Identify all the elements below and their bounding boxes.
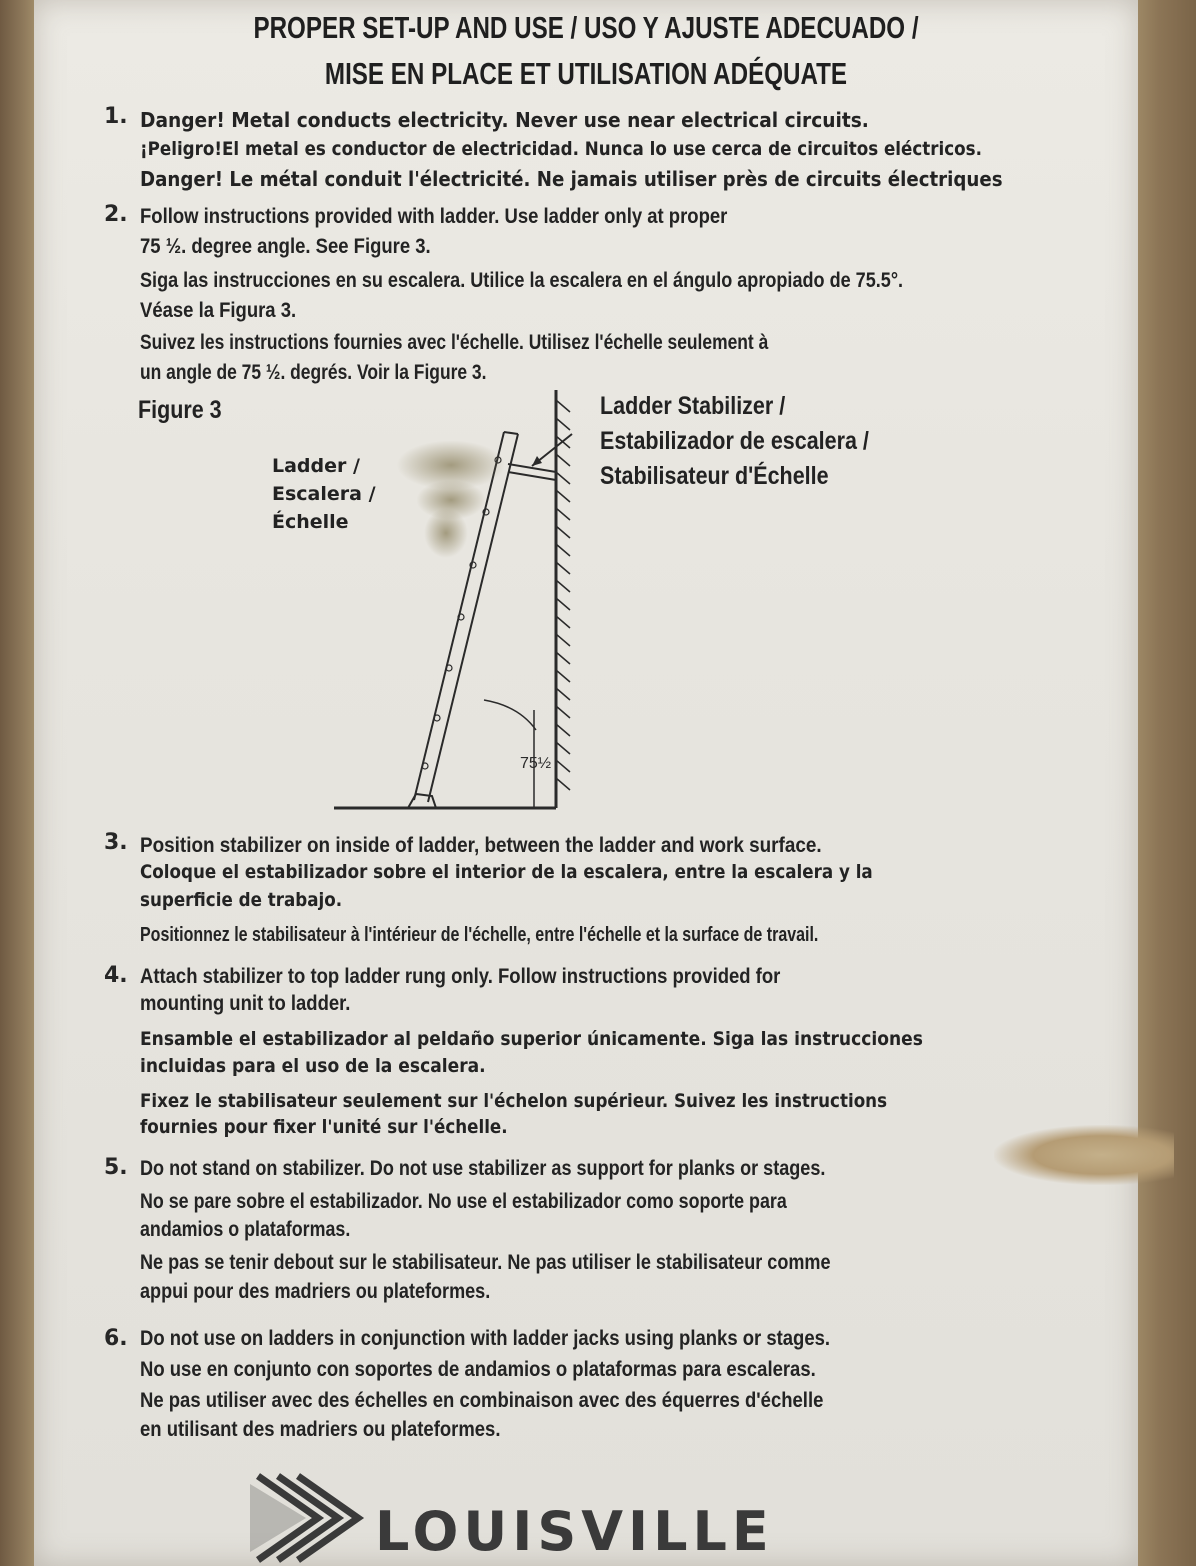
item-line: Do not use on ladders in conjunction with ladder jacks using planks or stages. — [140, 1327, 831, 1350]
item-line: Ensamble el estabilizador al peldaño superior únicamente. Siga las instrucciones — [140, 1028, 923, 1050]
title-line-2: MISE EN PLACE ET UTILISATION ADÉQUATE — [324, 56, 848, 91]
item-line: Attach stabilizer to top ladder rung only. Follow instructions provided for — [140, 965, 781, 988]
item-line: Coloque el estabilizador sobre el interior de la escalera, entre la escalera y la — [140, 861, 873, 883]
brand-name: LOUISVILLE — [375, 1500, 774, 1563]
cardboard-tear — [994, 1125, 1174, 1185]
item-line: 75 ½. degree angle. See Figure 3. — [140, 235, 431, 258]
figure-caption: Figure 3 — [138, 396, 222, 424]
item-line: Ne pas se tenir debout sur le stabilisateur. Ne pas utiliser le stabilisateur comme — [140, 1251, 831, 1274]
item-line: Do not stand on stabilizer. Do not use stabilizer as support for planks or stages. — [140, 1157, 826, 1180]
item-number: 6. — [104, 1326, 128, 1351]
item-line: Positionnez le stabilisateur à l'intérieur de l'échelle, entre l'échelle et la surface de travail. — [140, 924, 819, 946]
item-line: Danger! Le métal conduit l'électricité. Ne jamais utiliser près de circuits électriques — [140, 167, 1003, 191]
item-line: Danger! Metal conducts electricity. Never use near electrical circuits. — [140, 108, 869, 132]
angle-label: 75½ — [520, 755, 552, 772]
angle-arc — [484, 700, 536, 730]
ladder-foot — [408, 794, 436, 808]
item-number: 2. — [104, 202, 128, 227]
stabilizer-label-fr: Stabilisateur d'Échelle — [600, 462, 829, 490]
louisville-chevron-logo — [220, 1470, 380, 1566]
item-line: No use en conjunto con soportes de andamios o plataformas para escaleras. — [140, 1358, 816, 1381]
item-line: Véase la Figura 3. — [140, 299, 297, 322]
item-line: Suivez les instructions fournies avec l'échelle. Utilisez l'échelle seulement à — [140, 331, 769, 354]
item-line: mounting unit to ladder. — [140, 992, 351, 1015]
item-line: en utilisant des madriers ou plateformes. — [140, 1418, 501, 1441]
item-number: 4. — [104, 963, 128, 988]
item-line: appui pour des madriers ou plateformes. — [140, 1280, 491, 1303]
item-number: 1. — [104, 104, 128, 129]
ladder-label-es: Escalera / — [272, 483, 376, 505]
item-number: 3. — [104, 830, 128, 855]
title-line-1: PROPER SET-UP AND USE / USO Y AJUSTE ADECUADO / — [253, 10, 919, 45]
item-line: Ne pas utiliser avec des échelles en combinaison avec des équerres d'échelle — [140, 1389, 824, 1412]
item-line: fournies pour fixer l'unité sur l'échelle. — [140, 1116, 508, 1138]
ladder-label-en: Ladder / — [272, 455, 360, 477]
ladder-label-fr: Échelle — [272, 511, 349, 533]
item-line: superficie de trabajo. — [140, 889, 343, 911]
stain — [424, 508, 468, 558]
item-line: un angle de 75 ½. degrés. Voir la Figure 3. — [140, 361, 487, 384]
item-line: Fixez le stabilisateur seulement sur l'échelon supérieur. Suivez les instructions — [140, 1090, 888, 1112]
item-line: Follow instructions provided with ladder. Use ladder only at proper — [140, 205, 728, 228]
cardboard-edge-right — [1134, 0, 1196, 1566]
item-line: andamios o plataformas. — [140, 1218, 351, 1241]
wall-hatching — [556, 400, 570, 790]
item-line: No se pare sobre el estabilizador. No use el estabilizador como soporte para — [140, 1190, 787, 1213]
item-line: ¡Peligro!El metal es conductor de electricidad. Nunca lo use cerca de circuitos eléctricos. — [140, 138, 982, 160]
item-line: incluidas para el uso de la escalera. — [140, 1055, 486, 1077]
item-number: 5. — [104, 1155, 128, 1180]
stabilizer-label-en: Ladder Stabilizer / — [600, 392, 786, 420]
stabilizer-label-es: Estabilizador de escalera / — [600, 427, 869, 455]
item-line: Siga las instrucciones en su escalera. Utilice la escalera en el ángulo apropiado de 75.5°. — [140, 269, 904, 292]
item-line: Position stabilizer on inside of ladder, between the ladder and work surface. — [140, 834, 822, 857]
instruction-panel — [34, 0, 1138, 1566]
